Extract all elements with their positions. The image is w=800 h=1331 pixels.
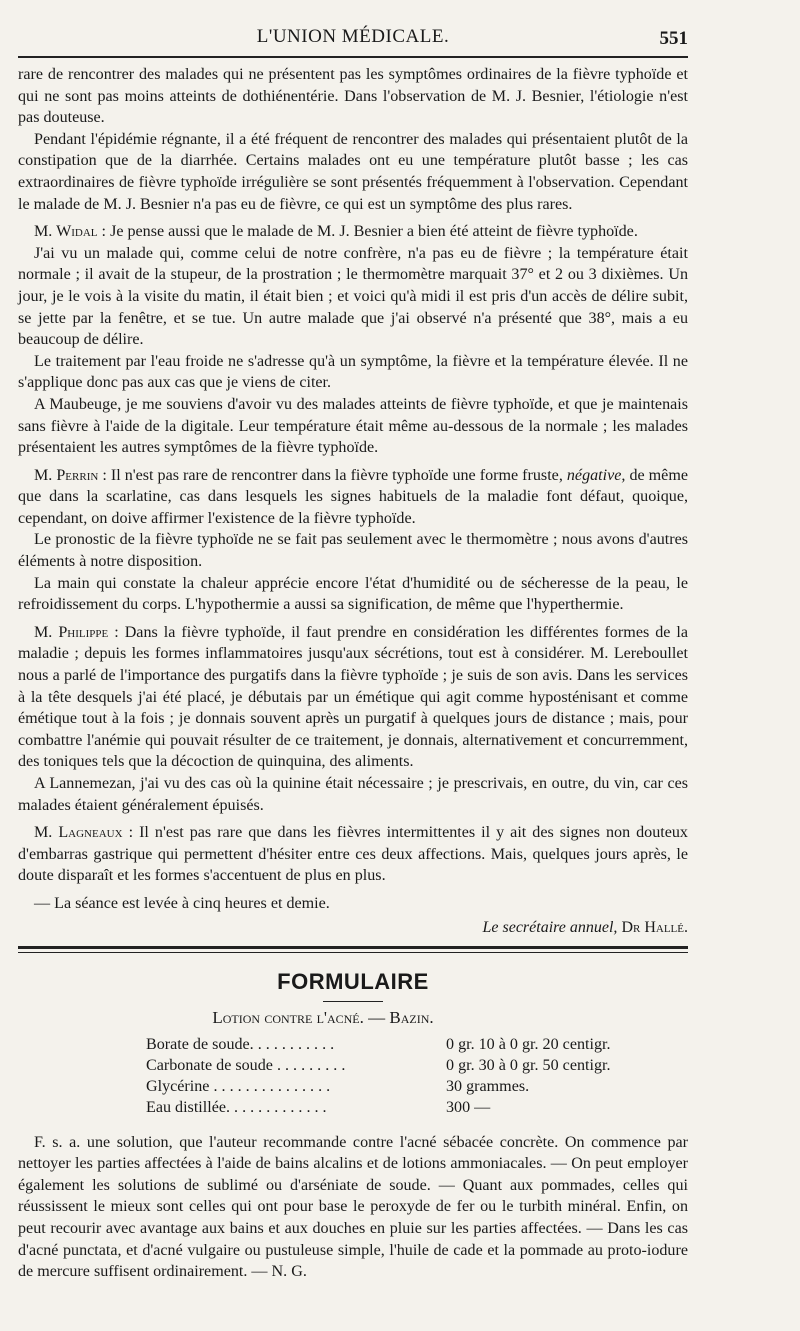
- session-closing: — La séance est levée à cinq heures et demie.: [34, 894, 330, 912]
- italic-term: négative,: [566, 466, 626, 484]
- paragraph-philippe: [18, 622, 688, 773]
- paragraph: La main qui constate la chaleur apprécie encore l'état d'humidité ou de sécheresse de la peau, le refroidissement du corps. L'hypothermie a aussi sa signification, de même que l'hyperthermie.: [18, 574, 688, 614]
- ingredient-amount: 0 gr. 30 à 0 gr. 50 centigr.: [446, 1056, 611, 1074]
- ingredient-name: Borate de soude. . . . . . . . . . .: [146, 1035, 335, 1053]
- title-rule: [323, 1001, 383, 1002]
- section-divider: [18, 946, 688, 953]
- recipe-title: Lotion contre l'acné. — Bazin.: [212, 1007, 434, 1027]
- paragraph-lagneaux: [18, 822, 688, 887]
- signature-name: Dr Hallé.: [621, 918, 688, 936]
- paragraph: Le traitement par l'eau froide ne s'adresse qu'à un symptôme, la fièvre et la température élevée. Il ne s'applique donc pas aux cas que je viens de citer.: [18, 352, 688, 392]
- paragraph-text: Il n'est pas rare de rencontrer dans la fièvre typhoïde une forme fruste,: [110, 466, 563, 484]
- ingredient-amount: 30 grammes.: [446, 1077, 530, 1095]
- formulaire-section: [18, 969, 688, 1283]
- paragraph: A Lannemezan, j'ai vu des cas où la quinine était nécessaire ; je prescrivais, en outre, du vin, car ces malades étaient généralement épuisés.: [18, 775, 688, 814]
- speaker-name: M. Lagneaux :: [34, 824, 134, 842]
- speaker-name: M. Perrin :: [34, 466, 107, 484]
- speaker-name: M. Widal :: [34, 223, 107, 241]
- table-row: [146, 1099, 611, 1120]
- page-number: 551: [659, 28, 688, 49]
- paragraph-text: Dans la fièvre typhoïde, il faut prendre en considération les différentes formes de la maladie ; depuis les formes inflammatoires jusqu'aux sécrétions, tout est à considérer. M. Lereboullet nous a parlé de l'importance des purgatifs dans la fièvre typhoïde ; je suis de son avis. Dans les services à la tête desquels j'ai été placé, je débutais par un émétique qui agit comme hyposténisant et comme émétique tout à la fois ; je donnais souvent après un purgatif à quelques jours de distance ; mais, pour combattre l'anémie qui pouvait résulter de ce traitement, je donnais, alternativement et concurremment, des toniques tels que la décoction de quinquina, des aliments.: [18, 623, 689, 771]
- section-title: FORMULAIRE: [277, 968, 429, 994]
- ingredient-name: Glycérine . . . . . . . . . . . . . . .: [146, 1077, 331, 1095]
- paragraph: Pendant l'épidémie régnante, il a été fréquent de rencontrer des malades qui présentaient plutôt de la constipation que de la diarrhée. Certains malades ont eu une température plutôt basse ; les cas extraordinaires de fièvre typhoïde irrégulière se sont présentés fréquemment à l'observation. Cependant le malade de M. J. Besnier n'a pas eu de fièvre, ce qui est un symptôme des plus rares.: [18, 130, 688, 213]
- paragraph: J'ai vu un malade qui, comme celui de notre confrère, n'a pas eu de fièvre ; la température était normale ; il avait de la stupeur, de la prostration ; le thermomètre marquait 37° et 2 ou 3 dixièmes. Un jour, je le vois à la visite du matin, il était bien ; et voici qu'à midi il est pris d'un accès de délire subit, se jette par la fenêtre, et se tue. Un autre malade que j'ai observé n'a présenté que 38°, mais a eu beaucoup de délire.: [18, 244, 688, 349]
- signature: [18, 917, 688, 938]
- paragraph-widal: [18, 221, 688, 243]
- table-row: [146, 1057, 611, 1078]
- recipe-table: [146, 1036, 611, 1120]
- paragraph: rare de rencontrer des malades qui ne présentent pas les symptômes ordinaires de la fièvre typhoïde et qui ne sont pas moins atteints de dothiénentérie. Dans l'observation de M. J. Besnier, l'étiologie n'est pas douteuse.: [18, 66, 688, 127]
- signature-role: Le secrétaire annuel,: [482, 918, 618, 936]
- article-body: [18, 64, 688, 938]
- paragraph-text: de même que dans la scarlatine, cas dans lesquels les signes habituels de la maladie font défaut, quoique, cependant, on doive affirmer l'existence de la fièvre typhoïde.: [18, 466, 688, 527]
- paragraph-text: Je pense aussi que le malade de M. J. Besnier a bien été atteint de fièvre typhoïde.: [110, 223, 638, 241]
- paragraph-text: Il n'est pas rare que dans les fièvres intermittentes il y ait des signes non douteux d'embarras gastrique qui permettent d'hésiter entre ces deux affections. Mais, quelques jours après, le doute disparaît et les formes s'accentuent de plus en plus.: [18, 824, 688, 885]
- ingredient-name: Eau distillée. . . . . . . . . . . . .: [146, 1098, 327, 1116]
- table-row: [146, 1078, 611, 1099]
- paragraph: Le pronostic de la fièvre typhoïde ne se fait pas seulement avec le thermomètre ; nous avons d'autres éléments à notre disposition.: [18, 531, 688, 571]
- ingredient-amount: 300 —: [446, 1098, 491, 1116]
- paragraph: A Maubeuge, je me souviens d'avoir vu des malades atteints de fièvre typhoïde, et que je maintenais sans fièvre à l'aide de la digitale. Leur température était même au-dessous de la normale ; les malades présentaient les autres symptômes de la fièvre typhoïde.: [18, 395, 688, 457]
- paragraph-perrin: [18, 465, 688, 530]
- speaker-name: M. Philippe :: [34, 623, 119, 641]
- table-row: [146, 1036, 611, 1057]
- ingredient-amount: 0 gr. 10 à 0 gr. 20 centigr.: [446, 1035, 611, 1053]
- page-header: [18, 22, 688, 58]
- journal-title: L'UNION MÉDICALE.: [256, 26, 450, 47]
- formula-instructions: F. s. a. une solution, que l'auteur recommande contre l'acné sébacée concrète. On commence par nettoyer les parties affectées à l'aide de bains alcalins et de lotions ammoniacales. — On peut employer également les solutions de sublimé ou d'arséniate de soude. — Quant aux pommades, celles qui réussissent le mieux sont celles qui ont pour base le peroxyde de fer ou le turbith minéral. Enfin, on peut recourir avec avantage aux bains et aux douches en pluie sur les parties affectées. — Dans les cas d'acné punctata, et d'acné vulgaire ou pustuleuse simple, l'huile de cade et la pommade au proto-iodure de mercure suffisent ordinairement. — N. G.: [18, 1133, 688, 1281]
- ingredient-name: Carbonate de soude . . . . . . . . .: [146, 1056, 346, 1074]
